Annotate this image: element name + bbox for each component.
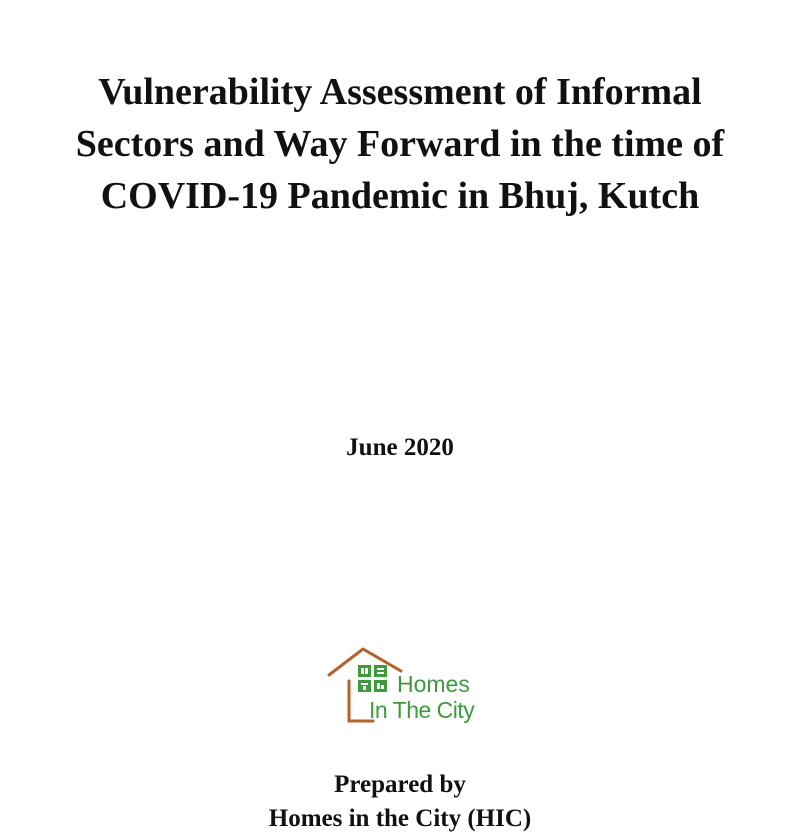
logo-text-in-the-city: In The City [369,697,475,723]
publication-date: June 2020 [346,434,454,461]
prepared-by-block [0,768,800,836]
document-title [30,66,770,222]
organization-name: Homes in the City (HIC) [268,805,532,832]
title-line-3: COVID-19 Pandemic in Bhuj, Kutch [100,175,700,217]
logo-text-homes: Homes [397,671,470,697]
title-line-1: Vulnerability Assessment of Informal [98,71,702,113]
title-line-2: Sectors and Way Forward in the time of [75,123,725,165]
prepared-by-label: Prepared by [334,771,466,798]
organization-logo [325,645,495,730]
